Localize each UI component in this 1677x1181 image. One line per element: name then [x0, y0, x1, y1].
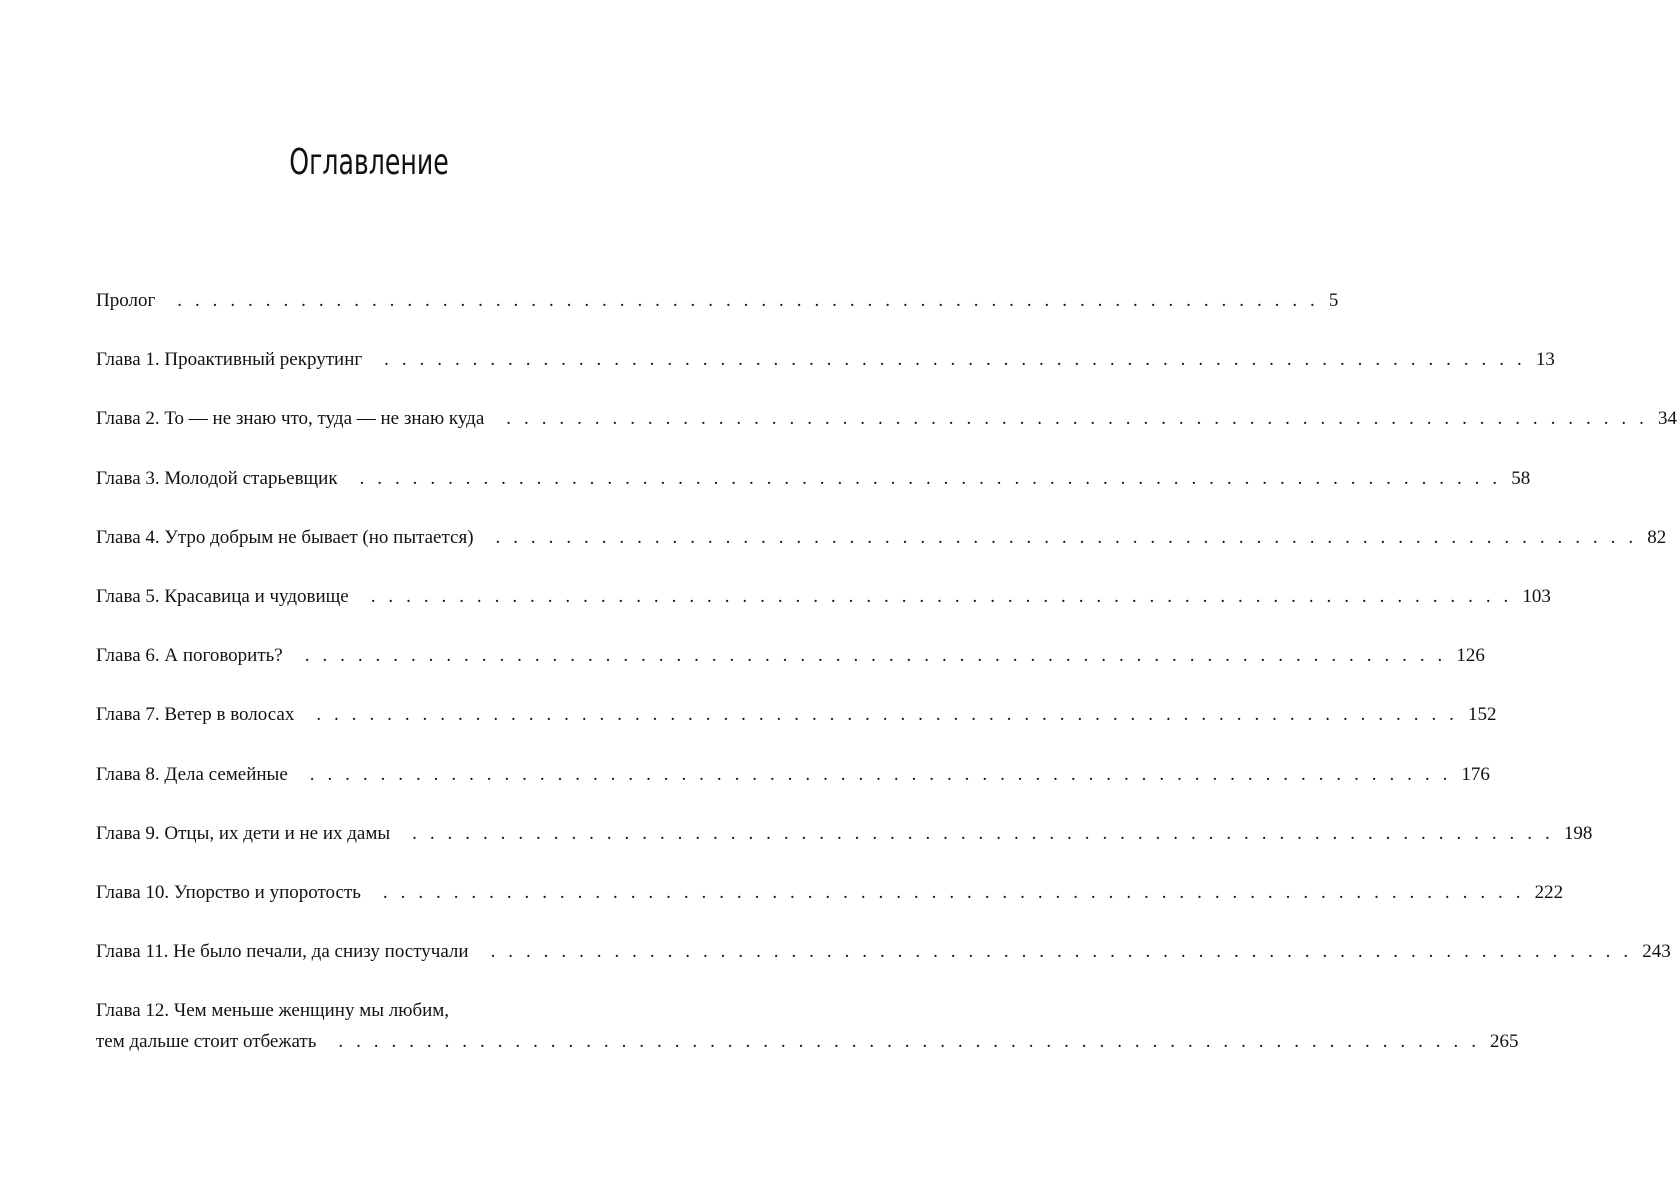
toc-entry-label: Глава 6. А поговорить?: [96, 645, 283, 667]
toc-entry-label: Глава 4. Утро добрым не бывает (но пытается): [96, 526, 474, 548]
toc-entry-label: Глава 8. Дела семейные: [96, 763, 288, 785]
toc-entry-chapter-3: [96, 463, 1531, 522]
toc-entry-page: 58: [1511, 467, 1531, 489]
toc-entry-label: Глава 10. Упорство и упоротость: [96, 881, 361, 903]
toc-entry-chapter-5: [96, 581, 1551, 640]
toc-entry-label: Глава 11. Не было печали, да снизу постучали: [96, 941, 469, 963]
toc-entry-page: 13: [1535, 349, 1555, 371]
dot-leader: . . . . . . . . . . . . . . . . . . . . . . . . . . . . . . . . . . . . . . . . . . . . . . . . . . . . . . . . . . . . . . . . .: [316, 704, 1458, 726]
toc-entry-chapter-6: [96, 640, 1485, 699]
toc-entry-chapter-4: [96, 522, 1667, 581]
toc-entry-page: 176: [1461, 763, 1490, 785]
toc-entry-page: 126: [1456, 645, 1485, 667]
toc-entry-chapter-12: [96, 995, 1519, 1057]
toc-entry-label: Глава 3. Молодой старьевщик: [96, 467, 338, 489]
dot-leader: . . . . . . . . . . . . . . . . . . . . . . . . . . . . . . . . . . . . . . . . . . . . . . . . . . . . . . . . . . . . . . . . .: [490, 941, 1633, 963]
toc-entry-prologue: [96, 285, 1339, 344]
dot-leader: . . . . . . . . . . . . . . . . . . . . . . . . . . . . . . . . . . . . . . . . . . . . . . . . . . . . . . . . . . . . . . . . .: [304, 645, 1447, 667]
dot-leader: . . . . . . . . . . . . . . . . . . . . . . . . . . . . . . . . . . . . . . . . . . . . . . . . . . . . . . . . . . . . . . . . .: [495, 526, 1638, 548]
toc-entry-label: Глава 5. Красавица и чудовище: [96, 585, 349, 607]
dot-leader: . . . . . . . . . . . . . . . . . . . . . . . . . . . . . . . . . . . . . . . . . . . . . . . . . . . . . . . . . . . . . . . . .: [177, 290, 1319, 311]
dot-leader: . . . . . . . . . . . . . . . . . . . . . . . . . . . . . . . . . . . . . . . . . . . . . . . . . . . . . . . . . . . . . . . . .: [338, 1031, 1481, 1053]
toc-entry-label: Глава 7. Ветер в волосах: [96, 704, 295, 726]
dot-leader: . . . . . . . . . . . . . . . . . . . . . . . . . . . . . . . . . . . . . . . . . . . . . . . . . . . . . . . . . . . . . . . . .: [370, 585, 1513, 607]
toc-entry-label: Пролог: [96, 290, 156, 311]
dot-leader: . . . . . . . . . . . . . . . . . . . . . . . . . . . . . . . . . . . . . . . . . . . . . . . . . . . . . . . . . . . . . . . . .: [384, 349, 1526, 371]
toc-entry-label-line-2: тем дальше стоит отбежать: [96, 1031, 317, 1053]
toc-entry-page: 243: [1642, 941, 1671, 963]
dot-leader: . . . . . . . . . . . . . . . . . . . . . . . . . . . . . . . . . . . . . . . . . . . . . . . . . . . . . . . . . . . . . . . . .: [359, 467, 1502, 489]
toc-entry-chapter-10: [96, 877, 1564, 936]
toc-entry-label: Глава 1. Проактивный рекрутинг: [96, 349, 363, 371]
toc-entry-chapter-8: [96, 759, 1490, 818]
toc-entry-page: 82: [1647, 526, 1667, 548]
toc-entry-page: 5: [1328, 290, 1339, 311]
toc-entry-page: 34: [1657, 408, 1677, 430]
toc-entry-page: 222: [1534, 881, 1564, 903]
toc-entry-chapter-11: [96, 936, 1671, 995]
dot-leader: . . . . . . . . . . . . . . . . . . . . . . . . . . . . . . . . . . . . . . . . . . . . . . . . . . . . . . . . . . . . . . . . .: [382, 881, 1525, 903]
page-title: Оглавление: [289, 142, 449, 183]
toc-entry-page: 265: [1490, 1031, 1519, 1053]
toc-entry-label: Глава 9. Отцы, их дети и не их дамы: [96, 822, 391, 844]
toc-entry-chapter-2: [96, 403, 1677, 462]
dot-leader: . . . . . . . . . . . . . . . . . . . . . . . . . . . . . . . . . . . . . . . . . . . . . . . . . . . . . . . . . . . . . . . . .: [412, 822, 1554, 844]
toc-entry-page: 152: [1468, 704, 1497, 726]
toc-entry-label-line-1: Глава 12. Чем меньше женщину мы любим,: [96, 1000, 450, 1022]
table-of-contents: [96, 285, 1677, 1057]
toc-entry-chapter-7: [96, 699, 1497, 758]
toc-entry-page: 103: [1522, 585, 1551, 607]
toc-entry-line-2: [96, 1026, 1519, 1057]
dot-leader: . . . . . . . . . . . . . . . . . . . . . . . . . . . . . . . . . . . . . . . . . . . . . . . . . . . . . . . . . . . . . . . . .: [506, 408, 1648, 430]
toc-entry-label: Глава 2. То — не знаю что, туда — не знаю куда: [96, 408, 485, 430]
toc-entry-page: 198: [1563, 822, 1593, 844]
toc-entry-chapter-9: [96, 818, 1593, 877]
dot-leader: . . . . . . . . . . . . . . . . . . . . . . . . . . . . . . . . . . . . . . . . . . . . . . . . . . . . . . . . . . . . . . . . .: [309, 763, 1452, 785]
toc-entry-chapter-1: [96, 344, 1555, 403]
